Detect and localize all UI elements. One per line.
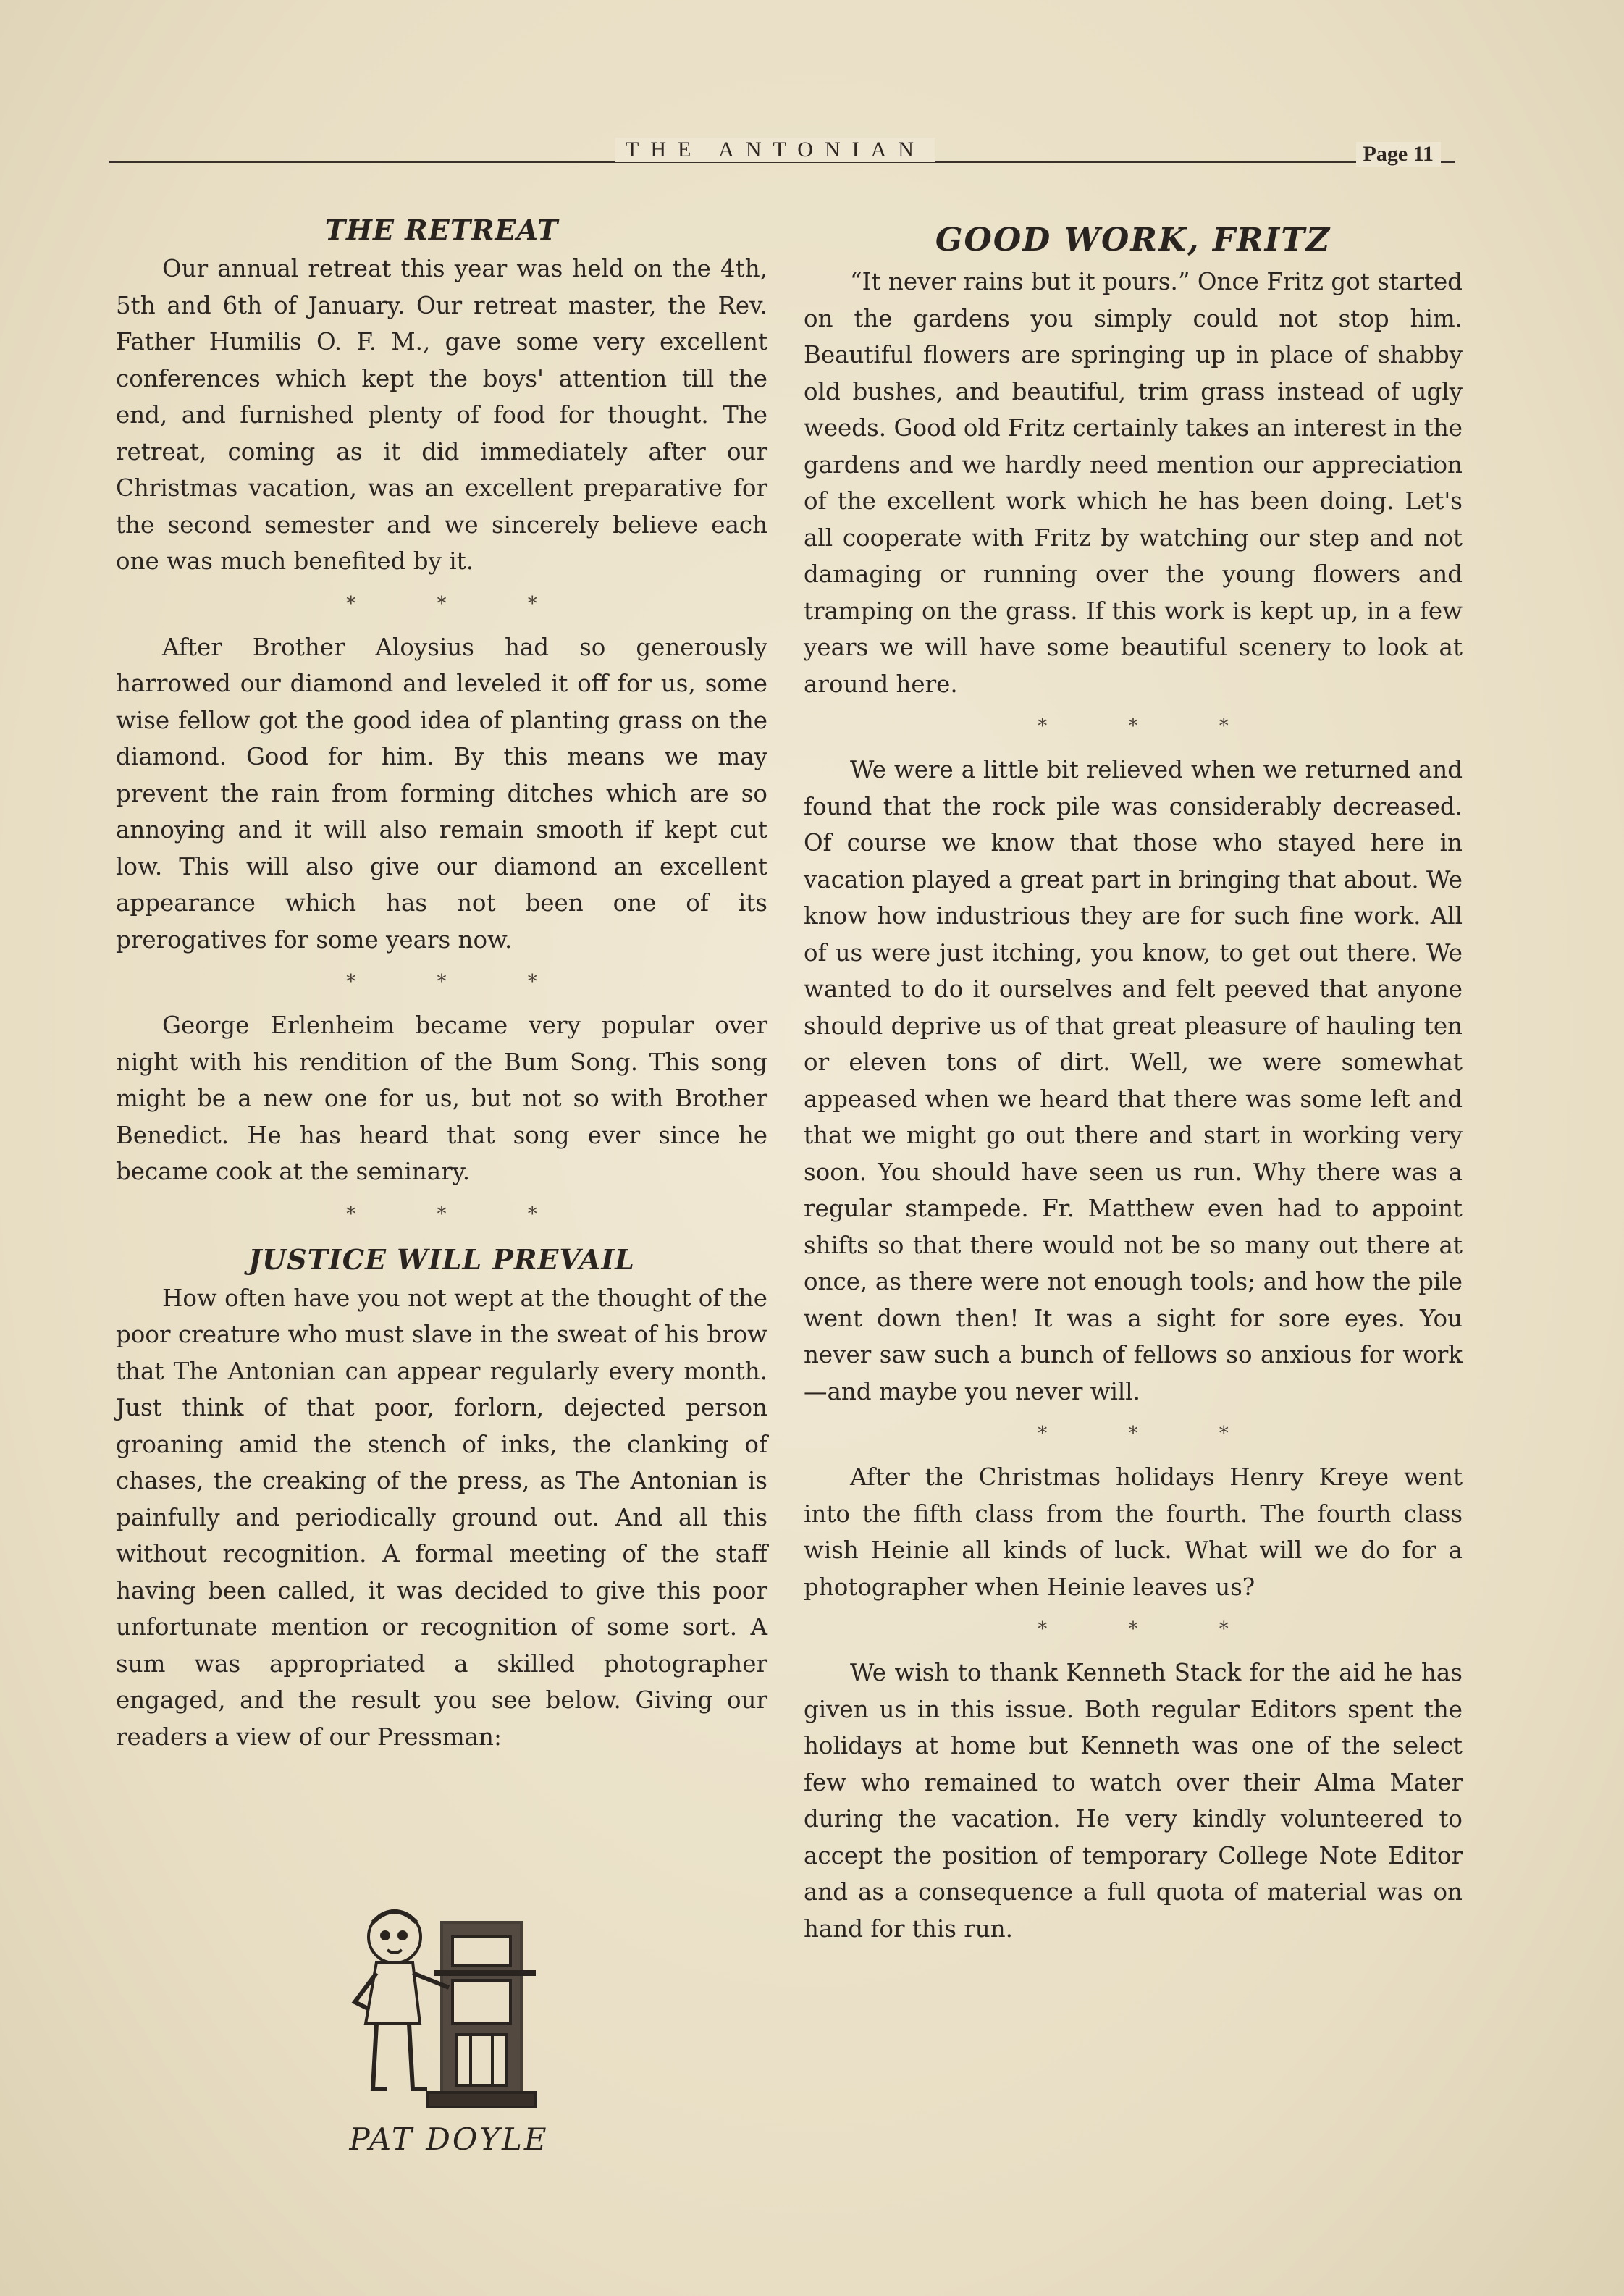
page-header: [109, 138, 1455, 181]
fritz-paragraph-1: “It never rains but it pours.” Once Fritz got started on the gardens you simply could not stop him. Beautiful flowers are springing up in place of shabby old bushes, and beautiful, trim grass instead of ugly weeds. Good old Fritz certainly takes an interest in the gardens and we hardly need mention our appreciation of the excellent work which he has been doing. Let's all cooperate with Fritz by watching our step and not damaging or running over the young flowers and tramping on the grass. If this work is kept up, in a few years we will have some beautiful scenery to look at around here.: [804, 268, 1463, 698]
left-column: [116, 210, 767, 1755]
section-separator: * * *: [346, 592, 575, 615]
masthead-title: THE ANTONIAN: [615, 138, 935, 162]
fritz-heading: GOOD WORK, FRITZ: [935, 222, 1331, 258]
section-separator: * * *: [1038, 1423, 1266, 1445]
fritz-paragraph-2: We were a little bit relieved when we returned and found that the rock pile was considerably decreased. Of course we know that those who stayed here in vacation played a great part in bringing that about. We know how industrious they are for such fine work. All of us were just itching, you know, to get out there. We wanted to do it ourselves and felt peeved that anyone should deprive us of that great pleasure of hauling ten or eleven tons of dirt. Well, we were somewhat appeased when we heard that there was some left and that we might go out there and start in working very soon. You should have seen us run. Why there was a regular stampede. Fr. Matthew even had to appoint shifts so that there would not be so many out there at once, as there were not enough tools; and how the pile went down then! It was a sight for sore eyes. You never saw such a bunch of fellows so anxious for work—and maybe you never will.: [804, 756, 1463, 1405]
section-separator: * * *: [346, 971, 575, 993]
right-column: [804, 217, 1463, 1947]
fritz-paragraph-3: After the Christmas holidays Henry Kreye went into the fifth class from the fourth. The fourth class wish Heinie all kinds of luck. What will we do for a photographer when Heinie leaves us?: [804, 1463, 1463, 1601]
retreat-heading: THE RETREAT: [324, 214, 559, 246]
justice-paragraph-1: How often have you not wept at the thought of the poor creature who must slave in the sweat of his brow that The Antonian can appear regularly every month. Just think of that poor, forlorn, dejected person groaning amid the stench of inks, the clanking of chases, the creaking of the press, as The Antonian is painfully and periodically ground out. And all this without recognition. A formal meeting of the staff having been called, it was decided to give this poor unfortunate mention or recognition of some sort. A sum was appropriated a skilled photographer engaged, and the result you see below. Giving our readers a view of our Pressman:: [116, 1284, 767, 1751]
pressman-illustration: [333, 1893, 565, 2125]
retreat-paragraph-3: George Erlenheim became very popular over night with his rendition of the Bum Song. This song might be a new one for us, but not so with Brother Benedict. He has heard that song ever since he became cook at the seminary.: [116, 1012, 767, 1185]
illustration-caption: PAT DOYLE: [349, 2122, 549, 2157]
retreat-paragraph-1: Our annual retreat this year was held on the 4th, 5th and 6th of January. Our retreat master, the Rev. Father Humilis O. F. M., gave some very excellent conferences which kept the boys' attention till the end, and furnished plenty of food for thought. The retreat, coming as it did immediately after our Christmas vacation, was an excellent preparative for the second semester and we sincerely believe each one was much benefited by it.: [116, 255, 767, 575]
section-separator: * * *: [1038, 1618, 1266, 1640]
section-separator: * * *: [346, 1203, 575, 1225]
retreat-paragraph-2: After Brother Aloysius had so generously harrowed our diamond and leveled it off for us, some wise fellow got the good idea of planting grass on the diamond. Good for him. By this means we may prevent the rain from forming ditches which are so annoying and it will also remain smooth if kept cut low. This will also give our diamond an excellent appearance which has not been one of its prerogatives for some years now.: [116, 633, 767, 954]
justice-heading: JUSTICE WILL PREVAIL: [248, 1242, 635, 1276]
page-number: Page 11: [1356, 142, 1442, 167]
fritz-paragraph-4: We wish to thank Kenneth Stack for the aid he has given us in this issue. Both regular Editors spent the holidays at home but Kenneth was one of the select few who remained to watch over their Alma Mater during the vacation. He very kindly volunteered to accept the position of temporary College Note Editor and as a consequence a full quota of material was on hand for this run.: [804, 1659, 1463, 1943]
section-separator: * * *: [1038, 715, 1266, 737]
